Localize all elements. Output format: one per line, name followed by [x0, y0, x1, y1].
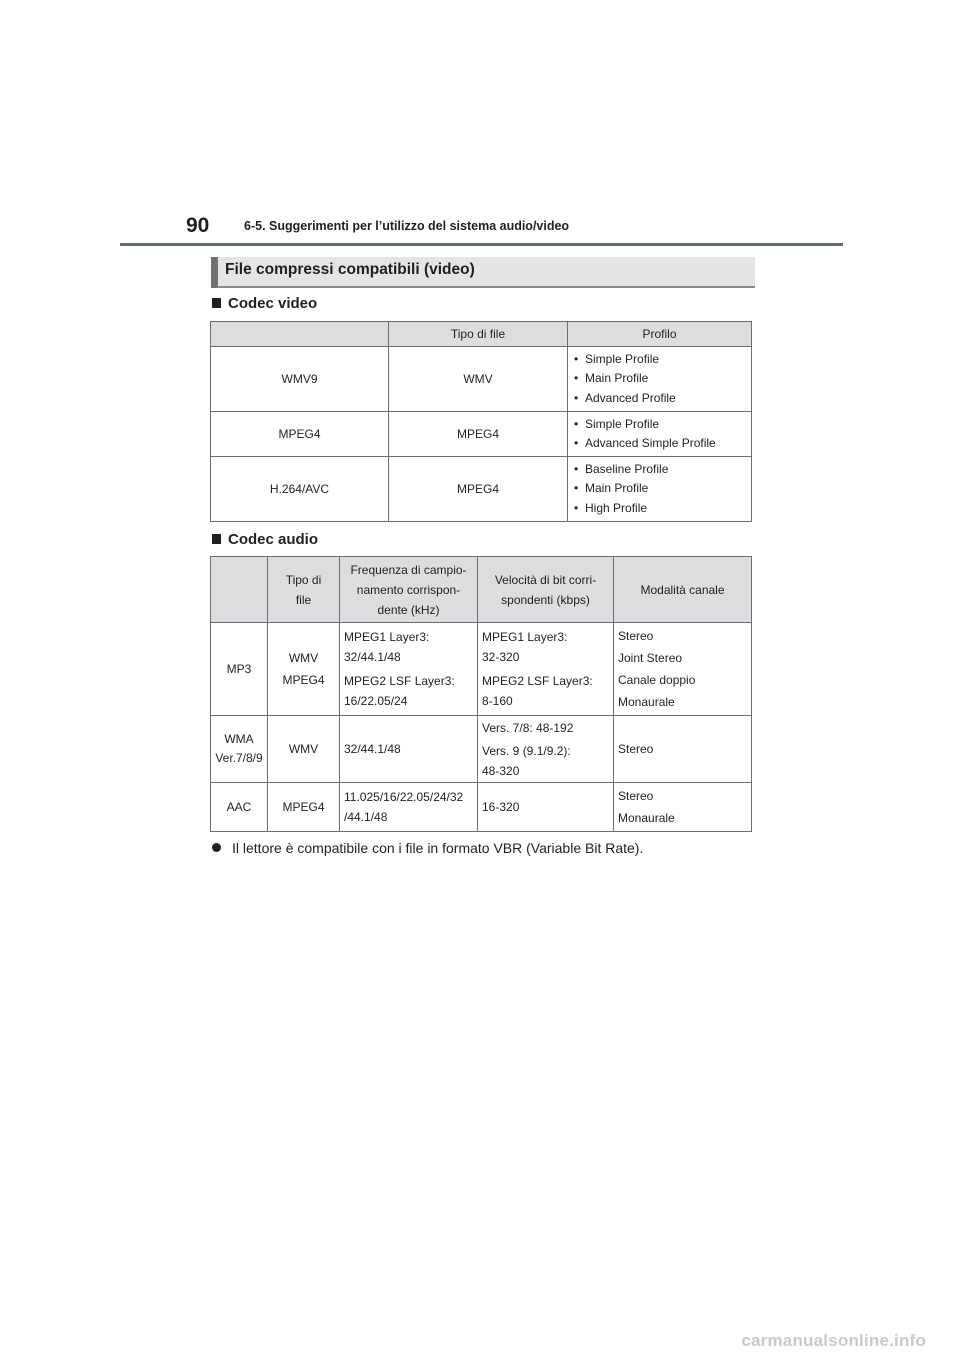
table-row	[211, 783, 752, 832]
vbr-note	[212, 840, 643, 856]
list-item: • Baseline Profile	[574, 460, 751, 480]
square-bullet-icon	[212, 534, 221, 544]
audio-heading-text: Codec audio	[228, 531, 319, 548]
section-title-box	[211, 257, 755, 288]
table-row	[211, 457, 752, 522]
header-cell: Modalità canale	[614, 557, 752, 623]
frequency-value: MPEG2 LSF Layer3: 16/22.05/24	[344, 674, 455, 708]
profile-cell	[568, 347, 752, 412]
file-type-cell: WMV	[389, 347, 568, 412]
header-cell	[211, 322, 389, 347]
file-type-cell: MPEG4	[389, 457, 568, 522]
frequency-cell: 11.025/16/22.05/24/32 /44.1/48	[340, 783, 478, 832]
table-row	[211, 412, 752, 457]
file-type-cell: MPEG4	[268, 783, 340, 832]
header-cell: Frequenza di campio- namento corrispon- dente (kHz)	[340, 557, 478, 623]
bitrate-cell	[478, 623, 614, 716]
bitrate-value: Vers. 7/8: 48-192	[482, 720, 574, 735]
channel-mode-value: Stereo	[618, 789, 654, 803]
header-cell: Tipo di file	[389, 322, 568, 347]
list-item: • Main Profile	[574, 479, 751, 499]
file-type-value: WMV	[288, 651, 319, 665]
list-item: • Advanced Simple Profile	[574, 434, 751, 454]
audio-codec-table	[210, 556, 752, 832]
frequency-value: MPEG1 Layer3: 32/44.1/48	[344, 630, 430, 664]
profile-list	[568, 460, 751, 519]
bitrate-value: MPEG2 LSF Layer3: 8-160	[482, 674, 593, 708]
channel-mode-cell: Stereo	[614, 716, 752, 783]
codec-cell: H.264/AVC	[211, 457, 389, 522]
header-cell: Tipo di file	[268, 557, 340, 623]
list-item: • Advanced Profile	[574, 389, 751, 409]
codec-value: WMA	[224, 732, 254, 746]
header-rule	[120, 243, 843, 246]
codec-cell: MPEG4	[211, 412, 389, 457]
channel-mode-cell	[614, 783, 752, 832]
channel-mode-value: Joint Stereo	[618, 651, 683, 665]
file-type-cell	[268, 623, 340, 716]
profile-cell	[568, 457, 752, 522]
list-item: • High Profile	[574, 499, 751, 519]
table-row	[211, 716, 752, 783]
table-row	[211, 347, 752, 412]
list-item: • Simple Profile	[574, 415, 751, 435]
file-type-cell: WMV	[268, 716, 340, 783]
table-header-row	[211, 322, 752, 347]
header-cell: Profilo	[568, 322, 752, 347]
bitrate-value: Vers. 9 (9.1/9.2): 48-320	[482, 743, 571, 778]
channel-mode-cell	[614, 623, 752, 716]
frequency-cell: 32/44.1/48	[340, 716, 478, 783]
channel-mode-value: Canale doppio	[618, 673, 696, 687]
list-item: • Main Profile	[574, 369, 751, 389]
video-codec-table	[210, 321, 752, 522]
codec-cell: MP3	[211, 623, 268, 716]
section-title-bar	[211, 257, 218, 288]
profile-cell	[568, 412, 752, 457]
header-cell: Velocità di bit corri- spondenti (kbps)	[478, 557, 614, 623]
bitrate-value: MPEG1 Layer3: 32-320	[482, 630, 568, 664]
bitrate-cell	[478, 716, 614, 783]
channel-mode-value: Stereo	[618, 629, 654, 643]
codec-cell: WMV9	[211, 347, 389, 412]
round-bullet-icon	[212, 843, 221, 852]
watermark: carmanualsonline.info	[741, 1331, 926, 1350]
codec-cell: AAC	[211, 783, 268, 832]
table-header-row	[211, 557, 752, 623]
page-number: 90	[186, 214, 210, 237]
profile-list	[568, 415, 751, 454]
list-item: • Simple Profile	[574, 350, 751, 370]
video-heading-text: Codec video	[228, 295, 318, 312]
frequency-cell	[340, 623, 478, 716]
codec-cell	[211, 716, 268, 783]
channel-mode-value: Monaurale	[618, 811, 675, 825]
codec-value: Ver.7/8/9	[215, 751, 263, 765]
audio-codec-heading	[212, 531, 318, 548]
file-type-cell: MPEG4	[389, 412, 568, 457]
video-codec-heading	[212, 295, 317, 312]
table-row	[211, 623, 752, 716]
file-type-value: MPEG4	[282, 673, 325, 687]
header-cell	[211, 557, 268, 623]
bitrate-cell: 16-320	[478, 783, 614, 832]
channel-mode-value: Monaurale	[618, 695, 675, 709]
section-title: File compressi compatibili (video)	[225, 261, 475, 278]
vbr-note-text: Il lettore è compatibile con i file in formato VBR (Variable Bit Rate).	[232, 840, 644, 856]
running-title: 6-5. Suggerimenti per l’utilizzo del sistema audio/video	[244, 219, 570, 233]
profile-list	[568, 350, 751, 409]
square-bullet-icon	[212, 298, 221, 308]
